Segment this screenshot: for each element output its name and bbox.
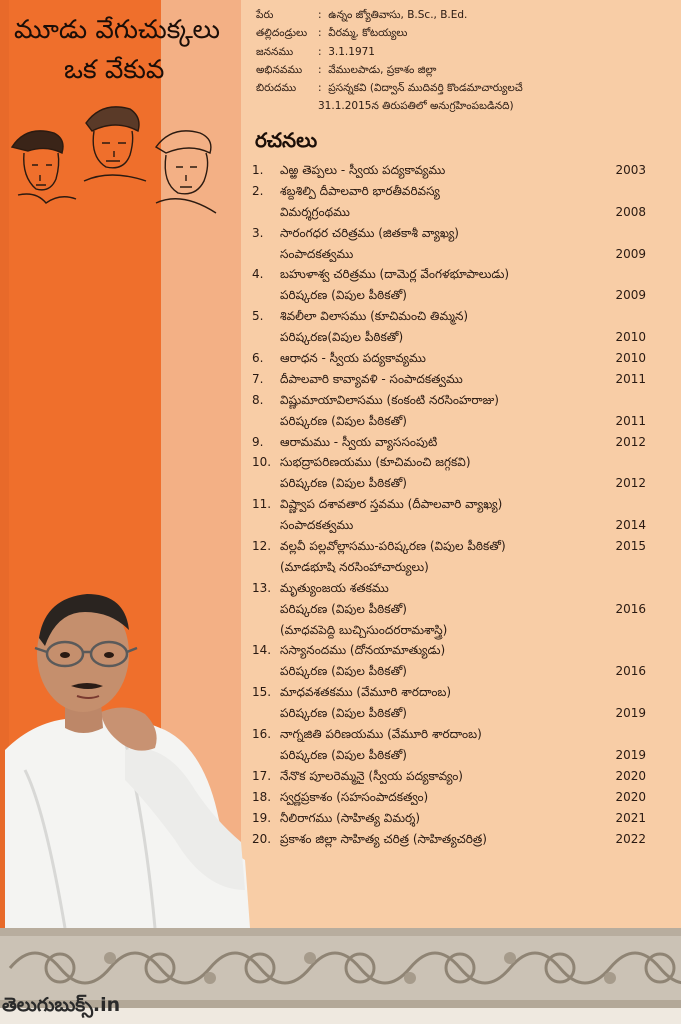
work-year: 2009 — [615, 288, 646, 303]
works-heading: రచనలు — [255, 128, 318, 152]
work-line — [252, 515, 652, 536]
work-line — [252, 473, 652, 494]
work-line — [252, 306, 652, 327]
work-title: పరిష్కరణ (విపుల పీఠికతో) — [280, 601, 407, 616]
work-line — [252, 599, 652, 620]
work-title: సంపాదకత్వము — [280, 246, 354, 261]
book-title — [14, 10, 234, 90]
work-year: 2010 — [615, 330, 646, 345]
info-separator: : — [318, 82, 322, 95]
work-number: 16. — [252, 727, 272, 742]
work-title: నాగ్నజితి పరిణయము (వేమూరి శారదాంబ) — [280, 727, 482, 742]
work-number: 14. — [252, 643, 272, 658]
work-year: 2014 — [615, 518, 646, 533]
work-title: మృత్యుంజయ శతకము — [280, 580, 389, 595]
work-number: 10. — [252, 455, 272, 470]
author-info-continuation — [256, 97, 676, 115]
work-year: 2021 — [615, 810, 646, 825]
work-title: సారంగధర చరిత్రము (జితకాశీ వ్యాఖ్య) — [280, 225, 459, 240]
work-title: సుభద్రాపరిణయము (కూచిమంచి జగ్గకవి) — [280, 455, 471, 470]
info-label: బిరుదము — [256, 82, 297, 95]
work-number: 8. — [252, 392, 264, 407]
work-title: శబ్దశిల్పి దీపాలవారి భారతీవరివస్య — [280, 183, 440, 198]
info-value: ఉన్నం జ్యోతివాసు, B.Sc., B.Ed. — [328, 9, 468, 21]
info-value-continued: 31.1.2015న తిరుపతిలో అనుగ్రహింపబడినది) — [318, 100, 514, 113]
work-line — [252, 808, 652, 829]
work-year: 2020 — [615, 789, 646, 804]
work-line — [252, 160, 652, 181]
info-label: పేరు — [256, 9, 274, 21]
work-title: స్వర్ణప్రకాశం (సహసంపాదకత్వం) — [280, 789, 429, 804]
info-label: తల్లిదండ్రులు — [256, 27, 308, 40]
work-year: 2011 — [615, 413, 646, 428]
work-title: పరిష్కరణ (విపుల పీఠికతో) — [280, 747, 407, 762]
work-line — [252, 578, 652, 599]
work-line — [252, 264, 652, 285]
work-title: నేనొక పూలరెమ్మనై (స్వీయ పద్యకావ్యం) — [280, 768, 463, 783]
work-title: ఆరాధన - స్వీయ పద్యకావ్యము — [280, 351, 426, 366]
work-title: బహుళాశ్వ చరిత్రము (దామెర్ల వేంగళభూపాలుడు) — [280, 267, 510, 282]
work-year: 2016 — [615, 601, 646, 616]
work-year: 2003 — [615, 163, 646, 177]
work-title: (మాడభూషి నరసింహాచార్యులు) — [280, 559, 429, 574]
work-line — [252, 181, 652, 202]
info-separator: : — [318, 45, 322, 58]
work-line — [252, 327, 652, 348]
work-title: సస్యానందము (దోనయామాత్యుడు) — [280, 643, 446, 658]
work-title: శివలీలా విలాసము (కూచిమంచి తిమ్మన) — [280, 309, 469, 324]
work-number: 2. — [252, 183, 264, 198]
work-title: నీలిరాగము (సాహిత్య విమర్శ) — [280, 810, 421, 825]
work-line — [252, 285, 652, 306]
work-line — [252, 536, 652, 557]
info-value: ప్రసన్నకవి (విద్వాన్ ముదివర్తి కొండమాచార్యులచే — [328, 82, 523, 95]
info-separator: : — [318, 9, 322, 21]
author-info-row — [256, 61, 676, 79]
work-year: 2012 — [615, 476, 646, 491]
work-year: 2022 — [615, 831, 646, 846]
author-info-row — [256, 6, 676, 24]
work-title: విమర్శగ్రంథము — [280, 204, 350, 219]
work-number: 12. — [252, 539, 272, 554]
work-title: పరిష్కరణ(విపుల పీఠికతో) — [280, 330, 404, 345]
works-list — [252, 160, 652, 849]
work-year: 2019 — [615, 706, 646, 721]
work-number: 3. — [252, 225, 264, 240]
work-number: 9. — [252, 434, 264, 449]
work-number: 15. — [252, 685, 272, 700]
work-year: 2020 — [615, 768, 646, 783]
work-title: ప్రకాశం జిల్లా సాహిత్య చరిత్ర (సాహిత్యచరిత్ర) — [280, 831, 487, 846]
work-number: 18. — [252, 789, 272, 804]
three-poets-sketch — [6, 95, 231, 225]
work-number: 19. — [252, 810, 272, 825]
work-line — [252, 766, 652, 787]
work-number: 11. — [252, 497, 272, 512]
work-line — [252, 244, 652, 265]
author-info-row — [256, 24, 676, 42]
work-line — [252, 724, 652, 745]
author-photo — [5, 590, 250, 928]
work-line — [252, 620, 652, 641]
book-title-line2: ఒక వేకువ — [64, 55, 165, 85]
work-line — [252, 682, 652, 703]
work-line — [252, 661, 652, 682]
info-label: అభినవము — [256, 63, 303, 76]
work-title: (మాధవపెద్ది బుచ్చిసుందరరామశాస్త్రి) — [280, 622, 448, 637]
work-line — [252, 223, 652, 244]
work-line — [252, 829, 652, 850]
work-line — [252, 348, 652, 369]
work-title: పరిష్కరణ (విపుల పీఠికతో) — [280, 476, 407, 491]
work-year: 2019 — [615, 747, 646, 762]
work-year: 2015 — [615, 539, 646, 554]
work-line — [252, 411, 652, 432]
book-title-line1: మూడు వేగుచుక్కలు — [14, 15, 220, 45]
work-line — [252, 390, 652, 411]
info-label: జననము — [256, 45, 294, 58]
info-value: 3.1.1971 — [328, 45, 375, 58]
author-info-row — [256, 43, 676, 61]
work-number: 17. — [252, 768, 272, 783]
work-title: వల్లవీ పల్లవోల్లాసము-పరిష్కరణ (విపుల పీఠికతో) — [280, 539, 506, 554]
work-line — [252, 494, 652, 515]
work-line — [252, 202, 652, 223]
work-line — [252, 703, 652, 724]
work-year: 2008 — [615, 204, 646, 219]
work-number: 5. — [252, 309, 264, 324]
author-info-row — [256, 79, 676, 97]
work-year: 2016 — [615, 664, 646, 679]
work-title: పరిష్కరణ (విపుల పీఠికతో) — [280, 706, 407, 721]
work-title: విష్ణ్వాప దశావతార స్తవము (దీపాలవారి వ్యాఖ్య) — [280, 497, 503, 512]
work-title: పరిష్కరణ (విపుల పీఠికతో) — [280, 413, 407, 428]
work-year: 2009 — [615, 246, 646, 261]
work-line — [252, 557, 652, 578]
work-title: దీపాలవారి కావ్యావళి - సంపాదకత్వము — [280, 371, 463, 386]
author-info — [256, 6, 676, 116]
work-title: ఎఱ్ఱ తెప్పలు - స్వీయ పద్యకావ్యము — [280, 163, 446, 177]
work-year: 2012 — [615, 434, 646, 449]
work-line — [252, 745, 652, 766]
work-year: 2010 — [615, 351, 646, 366]
work-line — [252, 640, 652, 661]
work-title: విష్ణుమాయావిలాసము (కంకంటి నరసింహరాజు) — [280, 392, 499, 407]
work-title: ఆరామము - స్వీయ వ్యాససంపుటి — [280, 434, 438, 449]
work-title: సంపాదకత్వము — [280, 518, 354, 533]
work-number: 20. — [252, 831, 272, 846]
work-number: 4. — [252, 267, 264, 282]
info-value: వీరమ్మ, కోటయ్యలు — [328, 27, 408, 40]
info-separator: : — [318, 63, 322, 76]
work-title: పరిష్కరణ (విపుల పీఠికతో) — [280, 288, 407, 303]
work-title: మాధవశతకము (వేమూరి శారదాంబ) — [280, 685, 452, 700]
work-line — [252, 452, 652, 473]
work-line — [252, 369, 652, 390]
work-number: 1. — [252, 163, 264, 177]
work-line — [252, 432, 652, 453]
info-value: వేములపాడు, ప్రకాశం జిల్లా — [328, 63, 437, 76]
work-title: పరిష్కరణ (విపుల పీఠికతో) — [280, 664, 407, 679]
work-year: 2011 — [615, 371, 646, 386]
work-number: 6. — [252, 351, 264, 366]
site-watermark: తెలుగుబుక్స్.in — [2, 994, 121, 1016]
work-line — [252, 787, 652, 808]
work-number: 7. — [252, 371, 264, 386]
work-number: 13. — [252, 580, 272, 595]
info-separator: : — [318, 27, 322, 40]
